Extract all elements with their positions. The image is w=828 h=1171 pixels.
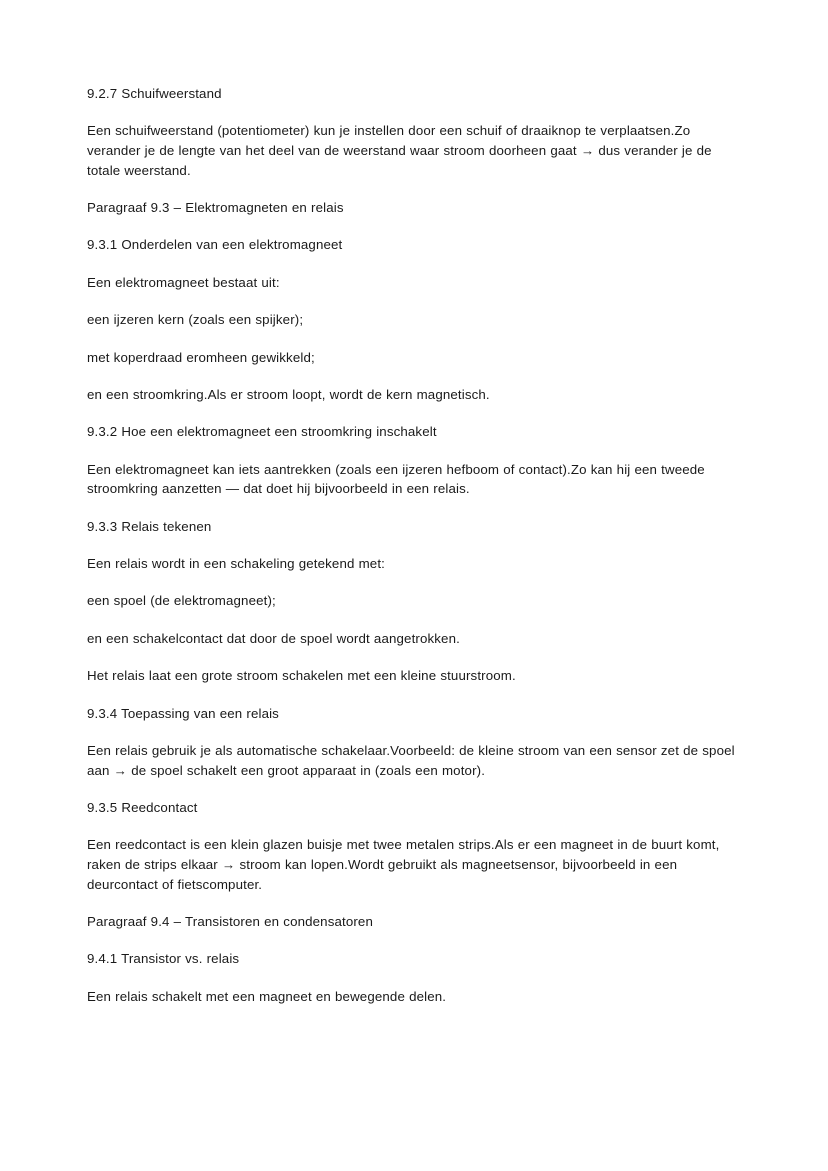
paragraph-ijzeren-kern: een ijzeren kern (zoals een spijker); [87,312,304,328]
document-text-column [87,84,747,1006]
heading-9-3-4-toepassing: 9.3.4 Toepassing van een relais [87,705,279,721]
heading-9-3-1-onderdelen: 9.3.1 Onderdelen van een elektromagneet [87,237,343,253]
paragraph-stroomkring-magnetisch: en een stroomkring.Als er stroom loopt, wordt de kern magnetisch. [87,386,490,402]
heading-9-3-3-relais-tekenen: 9.3.3 Relais tekenen [87,518,212,534]
paragraph-relais-magneet-bewegende-delen: Een relais schakelt met een magneet en bewegende delen. [87,988,447,1004]
heading-paragraaf-9-3: Paragraaf 9.3 – Elektromagneten en relais [87,199,344,215]
paragraph-elektromagneet-aantrekken: Een elektromagneet kan iets aantrekken (zoals een ijzeren hefboom of contact).Zo kan hij een tweede stroomkring aanzetten — dat doet hij bijvoorbeeld in een relais. [87,461,705,497]
paragraph-schuifweerstand-uitleg: Een schuifweerstand (potentiometer) kun je instellen door een schuif of draaiknop te verplaatsen.Zo verander je de lengte van het deel van de weerstand waar stroom doorheen gaat → dus verander je de totale weerstand. [87,123,712,178]
paragraph-schakelcontact: en een schakelcontact dat door de spoel wordt aangetrokken. [87,630,460,646]
paragraph-koperdraad: met koperdraad eromheen gewikkeld; [87,349,315,365]
paragraph-relais-getekend-met: Een relais wordt in een schakeling getekend met: [87,556,385,572]
heading-9-3-5-reedcontact: 9.3.5 Reedcontact [87,800,198,816]
paragraph-grote-stroom-stuurstroom: Het relais laat een grote stroom schakelen met een kleine stuurstroom. [87,668,516,684]
heading-9-3-2-inschakelt: 9.3.2 Hoe een elektromagneet een stroomkring inschakelt [87,424,437,440]
paragraph-elektromagneet-bestaat-uit: Een elektromagneet bestaat uit: [87,274,280,290]
paragraph-automatische-schakelaar: Een relais gebruik je als automatische schakelaar.Voorbeeld: de kleine stroom van een sensor zet de spoel aan → de spoel schakelt een groot apparaat in (zoals een motor). [87,743,735,778]
heading-9-2-7-schuifweerstand: 9.2.7 Schuifweerstand [87,86,222,101]
heading-paragraaf-9-4: Paragraaf 9.4 – Transistoren en condensatoren [87,913,373,929]
heading-9-4-1-transistor-vs-relais: 9.4.1 Transistor vs. relais [87,951,240,967]
paragraph-reedcontact-uitleg: Een reedcontact is een klein glazen buisje met twee metalen strips.Als er een magneet in de buurt komt, raken de strips elkaar → stroom kan lopen.Wordt gebruikt als magneetsensor, bijvoorbeeld in een deurcontact of fietscomputer. [87,837,720,892]
paragraph-spoel: een spoel (de elektromagneet); [87,593,276,609]
